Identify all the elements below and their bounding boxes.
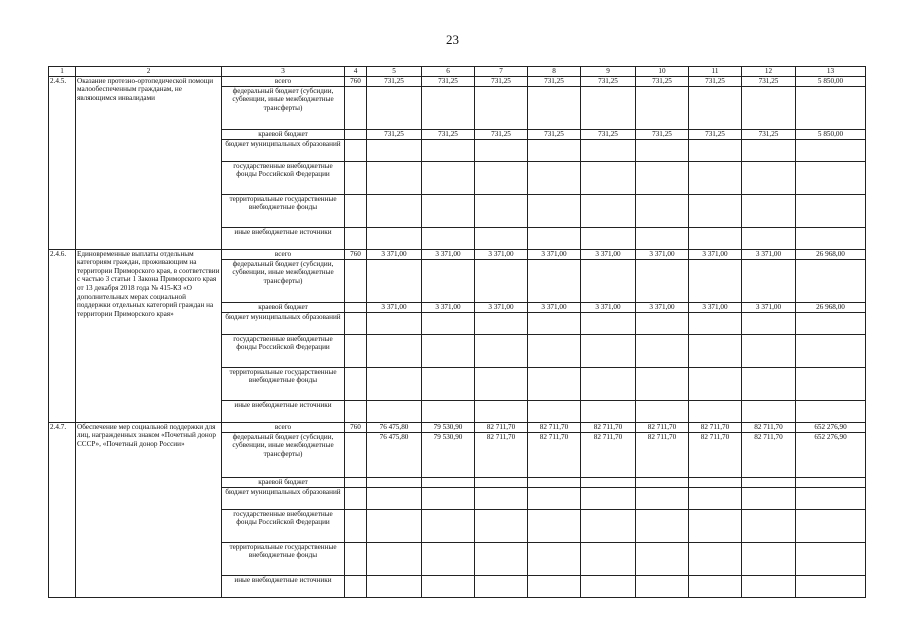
value-cell xyxy=(475,487,528,509)
value-cell xyxy=(528,575,581,597)
column-4-cell xyxy=(345,312,367,334)
value-cell: 731,25 xyxy=(636,76,689,86)
header-cell: 6 xyxy=(422,67,475,77)
value-cell: 731,25 xyxy=(689,129,742,139)
value-cell: 82 711,70 xyxy=(528,422,581,432)
value-cell xyxy=(796,259,866,302)
value-cell: 3 371,00 xyxy=(636,249,689,259)
funding-source-label: всего xyxy=(222,422,345,432)
value-cell xyxy=(689,334,742,367)
value-cell xyxy=(742,194,796,227)
funding-source-label: всего xyxy=(222,249,345,259)
value-cell xyxy=(475,334,528,367)
value-cell xyxy=(636,312,689,334)
funding-source-label: федеральный бюджет (субсидии, субвенции, иные межбюджетные трансферты) xyxy=(222,259,345,302)
value-cell xyxy=(475,542,528,575)
table-row xyxy=(49,249,866,259)
section-code: 2.4.5. xyxy=(49,76,76,249)
header-cell: 3 xyxy=(222,67,345,77)
value-cell: 3 371,00 xyxy=(689,249,742,259)
value-cell xyxy=(528,367,581,400)
value-cell xyxy=(422,334,475,367)
column-4-cell xyxy=(345,477,367,487)
value-cell xyxy=(422,227,475,249)
value-cell: 3 371,00 xyxy=(475,249,528,259)
section-code: 2.4.7. xyxy=(49,422,76,597)
column-4-cell xyxy=(345,86,367,129)
column-4-cell xyxy=(345,227,367,249)
value-cell: 82 711,70 xyxy=(475,432,528,477)
header-cell: 11 xyxy=(689,67,742,77)
value-cell: 731,25 xyxy=(742,76,796,86)
value-cell xyxy=(528,227,581,249)
column-4-cell xyxy=(345,302,367,312)
value-cell xyxy=(742,139,796,161)
value-cell xyxy=(796,86,866,129)
value-cell: 3 371,00 xyxy=(636,302,689,312)
value-cell: 82 711,70 xyxy=(475,422,528,432)
value-cell xyxy=(528,334,581,367)
value-cell xyxy=(689,575,742,597)
header-row xyxy=(49,67,866,77)
value-cell xyxy=(581,227,636,249)
value-cell xyxy=(528,400,581,422)
value-cell xyxy=(581,487,636,509)
value-cell xyxy=(689,194,742,227)
value-cell xyxy=(742,509,796,542)
value-cell xyxy=(742,227,796,249)
value-cell xyxy=(475,194,528,227)
value-cell: 82 711,70 xyxy=(742,422,796,432)
value-cell xyxy=(636,86,689,129)
budget-table xyxy=(48,66,866,598)
section-name: Единовременные выплаты отдельным категориям граждан, проживающим на территории Приморского края, в соответствии с частью 3 статьи 1 Закона Приморского края от 13 декабря 2018 года № 415-КЗ «О дополнительных мерах социальной поддержки отдельных категорий граждан на территории Приморского края» xyxy=(76,249,222,422)
value-cell xyxy=(796,161,866,194)
column-4-cell xyxy=(345,367,367,400)
value-cell: 652 276,90 xyxy=(796,422,866,432)
value-cell xyxy=(475,575,528,597)
value-cell: 76 475,80 xyxy=(367,432,422,477)
value-cell xyxy=(636,161,689,194)
header-cell: 1 xyxy=(49,67,76,77)
value-cell xyxy=(689,477,742,487)
value-cell: 731,25 xyxy=(528,129,581,139)
value-cell xyxy=(367,259,422,302)
value-cell xyxy=(528,509,581,542)
value-cell: 731,25 xyxy=(636,129,689,139)
value-cell xyxy=(742,487,796,509)
value-cell xyxy=(581,509,636,542)
value-cell: 3 371,00 xyxy=(367,249,422,259)
value-cell xyxy=(475,477,528,487)
funding-source-label: краевой бюджет xyxy=(222,477,345,487)
value-cell: 82 711,70 xyxy=(636,422,689,432)
value-cell: 3 371,00 xyxy=(422,302,475,312)
funding-source-label: краевой бюджет xyxy=(222,129,345,139)
value-cell: 3 371,00 xyxy=(581,249,636,259)
value-cell xyxy=(528,161,581,194)
value-cell xyxy=(689,367,742,400)
value-cell xyxy=(422,367,475,400)
funding-source-label: иные внебюджетные источники xyxy=(222,400,345,422)
value-cell: 3 371,00 xyxy=(689,302,742,312)
value-cell xyxy=(636,227,689,249)
funding-source-label: иные внебюджетные источники xyxy=(222,227,345,249)
funding-source-label: бюджет муниципальных образований xyxy=(222,139,345,161)
value-cell xyxy=(475,259,528,302)
value-cell xyxy=(528,194,581,227)
value-cell xyxy=(422,400,475,422)
value-cell xyxy=(796,400,866,422)
value-cell: 731,25 xyxy=(475,76,528,86)
value-cell xyxy=(422,575,475,597)
value-cell: 82 711,70 xyxy=(581,422,636,432)
value-cell xyxy=(689,487,742,509)
value-cell xyxy=(689,259,742,302)
value-cell: 82 711,70 xyxy=(528,432,581,477)
funding-source-label: всего xyxy=(222,76,345,86)
column-4-cell xyxy=(345,259,367,302)
header-cell: 8 xyxy=(528,67,581,77)
section-code: 2.4.6. xyxy=(49,249,76,422)
value-cell xyxy=(742,400,796,422)
value-cell: 731,25 xyxy=(367,76,422,86)
header-cell: 7 xyxy=(475,67,528,77)
value-cell xyxy=(796,542,866,575)
value-cell xyxy=(475,367,528,400)
value-cell xyxy=(367,509,422,542)
value-cell xyxy=(689,139,742,161)
value-cell xyxy=(636,509,689,542)
value-cell: 82 711,70 xyxy=(581,432,636,477)
value-cell: 3 371,00 xyxy=(742,302,796,312)
value-cell xyxy=(422,86,475,129)
value-cell xyxy=(367,400,422,422)
value-cell: 731,25 xyxy=(581,129,636,139)
value-cell xyxy=(742,86,796,129)
value-cell: 3 371,00 xyxy=(528,249,581,259)
value-cell xyxy=(742,259,796,302)
value-cell xyxy=(528,312,581,334)
value-cell xyxy=(796,487,866,509)
value-cell xyxy=(581,400,636,422)
value-cell xyxy=(636,367,689,400)
table-row xyxy=(49,422,866,432)
value-cell xyxy=(581,259,636,302)
value-cell xyxy=(636,334,689,367)
column-4-cell xyxy=(345,400,367,422)
header-cell: 10 xyxy=(636,67,689,77)
value-cell: 652 276,90 xyxy=(796,432,866,477)
value-cell: 26 968,00 xyxy=(796,249,866,259)
column-4-cell xyxy=(345,334,367,367)
value-cell xyxy=(475,400,528,422)
value-cell xyxy=(367,227,422,249)
value-cell xyxy=(581,139,636,161)
value-cell xyxy=(796,575,866,597)
value-cell xyxy=(367,367,422,400)
column-4-cell xyxy=(345,487,367,509)
value-cell xyxy=(581,86,636,129)
column-4-cell xyxy=(345,161,367,194)
value-cell xyxy=(581,575,636,597)
table-body xyxy=(49,67,866,598)
value-cell xyxy=(636,575,689,597)
value-cell: 3 371,00 xyxy=(581,302,636,312)
header-cell: 5 xyxy=(367,67,422,77)
value-cell: 5 850,00 xyxy=(796,129,866,139)
value-cell xyxy=(796,139,866,161)
value-cell xyxy=(689,161,742,194)
page-number: 23 xyxy=(446,32,459,47)
value-cell xyxy=(422,477,475,487)
value-cell: 731,25 xyxy=(475,129,528,139)
value-cell: 731,25 xyxy=(528,76,581,86)
value-cell: 82 711,70 xyxy=(742,432,796,477)
value-cell xyxy=(422,194,475,227)
funding-source-label: государственные внебюджетные фонды Российской Федерации xyxy=(222,334,345,367)
value-cell xyxy=(742,477,796,487)
funding-source-label: краевой бюджет xyxy=(222,302,345,312)
value-cell xyxy=(581,542,636,575)
value-cell xyxy=(636,400,689,422)
value-cell xyxy=(689,312,742,334)
value-cell: 26 968,00 xyxy=(796,302,866,312)
value-cell xyxy=(367,312,422,334)
value-cell xyxy=(796,312,866,334)
value-cell xyxy=(367,487,422,509)
column-4-cell xyxy=(345,432,367,477)
value-cell xyxy=(689,86,742,129)
value-cell: 82 711,70 xyxy=(636,432,689,477)
funding-source-label: государственные внебюджетные фонды Российской Федерации xyxy=(222,161,345,194)
column-4-cell xyxy=(345,194,367,227)
value-cell: 3 371,00 xyxy=(367,302,422,312)
value-cell: 3 371,00 xyxy=(475,302,528,312)
value-cell xyxy=(742,334,796,367)
value-cell xyxy=(475,86,528,129)
header-cell: 2 xyxy=(76,67,222,77)
column-4-cell xyxy=(345,509,367,542)
column-4-cell: 760 xyxy=(345,76,367,86)
column-4-cell xyxy=(345,575,367,597)
value-cell xyxy=(367,139,422,161)
value-cell xyxy=(367,161,422,194)
funding-source-label: федеральный бюджет (субсидии, субвенции, иные межбюджетные трансферты) xyxy=(222,432,345,477)
value-cell: 3 371,00 xyxy=(528,302,581,312)
column-4-cell xyxy=(345,139,367,161)
value-cell: 82 711,70 xyxy=(689,432,742,477)
value-cell: 79 530,90 xyxy=(422,432,475,477)
value-cell xyxy=(689,400,742,422)
value-cell: 3 371,00 xyxy=(422,249,475,259)
funding-source-label: федеральный бюджет (субсидии, субвенции, иные межбюджетные трансферты) xyxy=(222,86,345,129)
value-cell xyxy=(742,367,796,400)
value-cell: 5 850,00 xyxy=(796,76,866,86)
value-cell xyxy=(689,542,742,575)
value-cell xyxy=(636,487,689,509)
value-cell xyxy=(581,334,636,367)
value-cell xyxy=(422,542,475,575)
value-cell xyxy=(581,477,636,487)
value-cell xyxy=(742,575,796,597)
value-cell xyxy=(636,259,689,302)
value-cell xyxy=(422,509,475,542)
value-cell xyxy=(528,259,581,302)
value-cell xyxy=(528,139,581,161)
value-cell xyxy=(636,477,689,487)
value-cell: 731,25 xyxy=(367,129,422,139)
value-cell xyxy=(475,139,528,161)
funding-source-label: иные внебюджетные источники xyxy=(222,575,345,597)
value-cell: 82 711,70 xyxy=(689,422,742,432)
value-cell: 731,25 xyxy=(422,129,475,139)
funding-source-label: территориальные государственные внебюджетные фонды xyxy=(222,367,345,400)
value-cell xyxy=(528,487,581,509)
section-name: Оказание протезно-ортопедической помощи малообеспеченным гражданам, не являющимся инвалидами xyxy=(76,76,222,249)
value-cell xyxy=(475,509,528,542)
value-cell xyxy=(422,139,475,161)
value-cell xyxy=(367,477,422,487)
value-cell xyxy=(796,477,866,487)
value-cell xyxy=(422,259,475,302)
value-cell xyxy=(742,161,796,194)
value-cell xyxy=(367,334,422,367)
value-cell xyxy=(742,312,796,334)
value-cell xyxy=(581,312,636,334)
value-cell xyxy=(689,227,742,249)
value-cell xyxy=(422,487,475,509)
value-cell xyxy=(475,312,528,334)
value-cell xyxy=(689,509,742,542)
value-cell xyxy=(796,334,866,367)
value-cell xyxy=(367,542,422,575)
table-row xyxy=(49,76,866,86)
value-cell xyxy=(796,509,866,542)
value-cell: 79 530,90 xyxy=(422,422,475,432)
value-cell xyxy=(796,194,866,227)
funding-source-label: территориальные государственные внебюджетные фонды xyxy=(222,194,345,227)
value-cell xyxy=(636,542,689,575)
header-cell: 13 xyxy=(796,67,866,77)
value-cell: 731,25 xyxy=(689,76,742,86)
value-cell xyxy=(796,227,866,249)
section-name: Обеспечение мер социальной поддержки для лиц, награжденных знаком «Почетный донор СССР», «Почетный донор России» xyxy=(76,422,222,597)
value-cell xyxy=(422,161,475,194)
value-cell xyxy=(528,477,581,487)
value-cell xyxy=(528,86,581,129)
value-cell xyxy=(581,194,636,227)
funding-source-label: государственные внебюджетные фонды Российской Федерации xyxy=(222,509,345,542)
column-4-cell xyxy=(345,129,367,139)
value-cell xyxy=(422,312,475,334)
header-cell: 12 xyxy=(742,67,796,77)
value-cell: 3 371,00 xyxy=(742,249,796,259)
funding-source-label: бюджет муниципальных образований xyxy=(222,487,345,509)
value-cell xyxy=(528,542,581,575)
value-cell xyxy=(581,367,636,400)
value-cell xyxy=(367,194,422,227)
header-cell: 4 xyxy=(345,67,367,77)
funding-source-label: территориальные государственные внебюджетные фонды xyxy=(222,542,345,575)
value-cell xyxy=(581,161,636,194)
column-4-cell: 760 xyxy=(345,422,367,432)
header-cell: 9 xyxy=(581,67,636,77)
value-cell xyxy=(367,86,422,129)
value-cell xyxy=(796,367,866,400)
value-cell xyxy=(475,161,528,194)
column-4-cell xyxy=(345,542,367,575)
value-cell: 76 475,80 xyxy=(367,422,422,432)
value-cell xyxy=(742,542,796,575)
value-cell xyxy=(475,227,528,249)
value-cell xyxy=(636,194,689,227)
value-cell: 731,25 xyxy=(581,76,636,86)
value-cell xyxy=(367,575,422,597)
funding-source-label: бюджет муниципальных образований xyxy=(222,312,345,334)
value-cell: 731,25 xyxy=(742,129,796,139)
value-cell: 731,25 xyxy=(422,76,475,86)
value-cell xyxy=(636,139,689,161)
column-4-cell: 760 xyxy=(345,249,367,259)
